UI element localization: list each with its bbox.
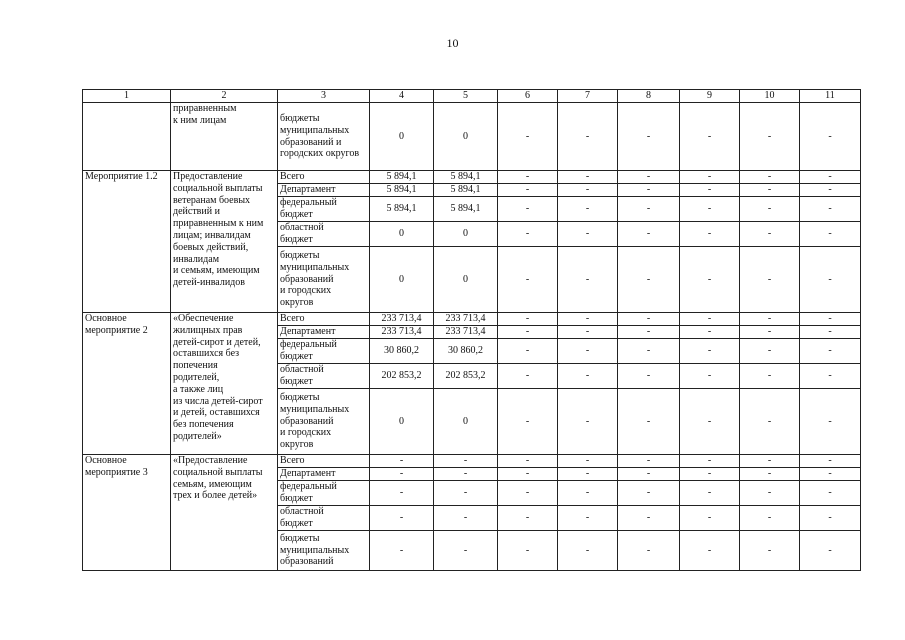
source-line: образований и	[280, 136, 342, 148]
table-row	[83, 171, 861, 184]
header-cell: 10	[740, 90, 800, 103]
dash-cell: -	[618, 531, 680, 571]
dash-cell: -	[558, 481, 618, 506]
dash-cell: -	[800, 184, 861, 197]
funding-source-cell	[278, 481, 370, 506]
title-line: из числа детей-сирот	[173, 395, 263, 407]
funding-source-cell	[278, 184, 370, 197]
dash-cell: -	[618, 364, 680, 389]
value-cell: -	[370, 468, 434, 481]
dash-cell: -	[558, 184, 618, 197]
dash-cell: -	[558, 222, 618, 247]
dash-cell: -	[498, 364, 558, 389]
budget-table	[82, 89, 861, 571]
value-cell: -	[434, 481, 498, 506]
funding-source-cell	[278, 313, 370, 326]
dash-cell: -	[740, 506, 800, 531]
dash-cell: -	[680, 389, 740, 455]
dash-cell: -	[618, 468, 680, 481]
dash-cell: -	[740, 197, 800, 222]
table-row	[83, 313, 861, 326]
dash-cell: -	[800, 455, 861, 468]
measure-line: мероприятие 3	[85, 466, 148, 478]
title-line: инвалидам	[173, 253, 220, 265]
title-line: «Предоставление	[173, 455, 248, 466]
source-line: городских округов	[280, 148, 360, 160]
funding-source-cell	[278, 506, 370, 531]
dash-cell: -	[680, 481, 740, 506]
title-line: приравненным к ним	[173, 218, 264, 230]
page-number: 10	[446, 36, 459, 50]
source-line: бюджеты	[280, 392, 320, 403]
measure-line: Основное	[85, 455, 127, 466]
measure-cell	[83, 103, 171, 171]
dash-cell: -	[800, 171, 861, 184]
dash-cell: -	[680, 531, 740, 571]
funding-source-cell	[278, 364, 370, 389]
source-line: образований	[280, 273, 334, 285]
dash-cell: -	[680, 171, 740, 184]
title-line: детей-сирот и детей,	[173, 336, 261, 348]
table-row	[83, 455, 861, 468]
source-line: муниципальных	[280, 403, 350, 415]
dash-cell: -	[800, 389, 861, 455]
dash-cell: -	[740, 184, 800, 197]
title-line: и семьям, имеющим	[173, 265, 260, 277]
title-line: без попечения	[173, 419, 234, 431]
dash-cell: -	[740, 171, 800, 184]
dash-cell: -	[800, 506, 861, 531]
source-line: бюджет	[280, 493, 313, 504]
title-line: а также лиц	[173, 383, 224, 395]
dash-cell: -	[498, 468, 558, 481]
title-line: родителей»	[173, 430, 222, 442]
dash-cell: -	[618, 247, 680, 313]
dash-cell: -	[800, 313, 861, 326]
value-cell: 233 713,4	[370, 313, 434, 326]
dash-cell: -	[558, 364, 618, 389]
value-cell: 0	[370, 103, 434, 171]
dash-cell: -	[498, 481, 558, 506]
title-line: родителей,	[173, 371, 220, 383]
header-cell: 4	[370, 90, 434, 103]
dash-cell: -	[800, 364, 861, 389]
funding-source-cell	[278, 222, 370, 247]
source-line: Департамент	[280, 468, 336, 480]
dash-cell: -	[618, 222, 680, 247]
dash-cell: -	[618, 326, 680, 339]
source-line: муниципальных	[280, 544, 350, 556]
dash-cell: -	[558, 531, 618, 571]
dash-cell: -	[680, 468, 740, 481]
source-line: Всего	[280, 455, 305, 467]
dash-cell: -	[800, 222, 861, 247]
source-line: округов	[280, 439, 314, 451]
dash-cell: -	[680, 326, 740, 339]
header-cell: 8	[618, 90, 680, 103]
source-line: бюджет	[280, 234, 313, 245]
funding-source-cell	[278, 326, 370, 339]
funding-source-cell	[278, 103, 370, 171]
dash-cell: -	[498, 222, 558, 247]
measure-line: Основное	[85, 313, 127, 324]
dash-cell: -	[618, 455, 680, 468]
source-line: федеральный	[280, 339, 337, 351]
source-line: муниципальных	[280, 124, 350, 136]
title-line: действий и	[173, 206, 220, 218]
value-cell: 5 894,1	[434, 171, 498, 184]
header-cell: 9	[680, 90, 740, 103]
source-line: бюджеты	[280, 112, 320, 124]
funding-source-cell	[278, 531, 370, 571]
title-line: попечения	[173, 360, 218, 372]
source-line: и городских	[280, 285, 332, 297]
value-cell: -	[434, 506, 498, 531]
source-line: бюджет	[280, 376, 313, 387]
dash-cell: -	[680, 364, 740, 389]
title-line: детей-инвалидов	[173, 277, 245, 289]
value-cell: -	[370, 481, 434, 506]
source-line: Департамент	[280, 184, 336, 196]
dash-cell: -	[618, 184, 680, 197]
dash-cell: -	[740, 481, 800, 506]
value-cell: 0	[370, 222, 434, 247]
value-cell: 5 894,1	[370, 184, 434, 197]
dash-cell: -	[558, 326, 618, 339]
dash-cell: -	[558, 247, 618, 313]
measure-title-cell	[171, 455, 278, 571]
source-line: муниципальных	[280, 261, 350, 273]
value-cell: 30 860,2	[434, 339, 498, 364]
dash-cell: -	[498, 339, 558, 364]
dash-cell: -	[740, 222, 800, 247]
dash-cell: -	[618, 313, 680, 326]
title-line: социальной выплаты	[173, 182, 263, 194]
dash-cell: -	[740, 531, 800, 571]
title-line: Предоставление	[173, 171, 243, 182]
title-line: трех и более детей»	[173, 490, 258, 502]
dash-cell: -	[498, 197, 558, 222]
source-line: бюджеты	[280, 250, 320, 261]
dash-cell: -	[618, 171, 680, 184]
title-line: семьям, имеющим	[173, 478, 252, 490]
value-cell: 233 713,4	[370, 326, 434, 339]
source-line: областной	[280, 506, 324, 518]
header-cell: 3	[278, 90, 370, 103]
dash-cell: -	[740, 313, 800, 326]
dash-cell: -	[800, 197, 861, 222]
funding-source-cell	[278, 247, 370, 313]
value-cell: -	[434, 468, 498, 481]
dash-cell: -	[498, 313, 558, 326]
dash-cell: -	[558, 506, 618, 531]
dash-cell: -	[680, 339, 740, 364]
source-line: и городских	[280, 427, 332, 439]
dash-cell: -	[498, 247, 558, 313]
value-cell: 0	[434, 222, 498, 247]
value-cell: -	[434, 455, 498, 468]
dash-cell: -	[680, 184, 740, 197]
title-line: «Обеспечение	[173, 313, 234, 324]
measure-cell	[83, 313, 171, 455]
dash-cell: -	[618, 506, 680, 531]
dash-cell: -	[680, 247, 740, 313]
title-line: и детей, оставшихся	[173, 407, 260, 419]
dash-cell: -	[800, 481, 861, 506]
value-cell: -	[370, 506, 434, 531]
source-line: бюджет	[280, 518, 313, 529]
value-cell: -	[370, 455, 434, 468]
measure-cell: Мероприятие 1.2	[83, 171, 171, 313]
source-line: федеральный	[280, 481, 337, 493]
dash-cell: -	[618, 389, 680, 455]
source-line: федеральный	[280, 197, 337, 209]
title-line: жилищных прав	[173, 324, 243, 336]
value-cell: 0	[370, 247, 434, 313]
value-cell: 0	[370, 389, 434, 455]
funding-source-cell	[278, 171, 370, 184]
dash-cell: -	[498, 455, 558, 468]
title-line: ветеранам боевых	[173, 194, 251, 206]
dash-cell: -	[800, 326, 861, 339]
header-row	[83, 90, 861, 103]
dash-cell: -	[800, 339, 861, 364]
source-line: бюджет	[280, 209, 313, 220]
measure-title-cell	[171, 313, 278, 455]
dash-cell: -	[680, 506, 740, 531]
value-cell: 0	[434, 247, 498, 313]
source-line: округов	[280, 297, 314, 309]
value-cell: 5 894,1	[370, 197, 434, 222]
source-line: образований	[280, 415, 334, 427]
title-line: социальной выплаты	[173, 466, 263, 478]
value-cell: 5 894,1	[370, 171, 434, 184]
measure-title-cell	[171, 103, 278, 171]
dash-cell: -	[680, 455, 740, 468]
value-cell: -	[434, 531, 498, 571]
source-line: Всего	[280, 313, 305, 325]
measure-cell	[83, 455, 171, 571]
title-line: оставшихся без	[173, 348, 240, 360]
dash-cell: -	[618, 197, 680, 222]
dash-cell: -	[558, 455, 618, 468]
table-row	[83, 103, 861, 171]
funding-source-cell	[278, 389, 370, 455]
dash-cell: -	[800, 468, 861, 481]
dash-cell: -	[800, 247, 861, 313]
dash-cell: -	[740, 364, 800, 389]
dash-cell: -	[498, 171, 558, 184]
funding-source-cell	[278, 468, 370, 481]
dash-cell: -	[558, 103, 618, 171]
value-cell: 233 713,4	[434, 326, 498, 339]
header-cell: 1	[83, 90, 171, 103]
header-cell: 11	[800, 90, 861, 103]
funding-source-cell	[278, 455, 370, 468]
dash-cell: -	[618, 103, 680, 171]
value-cell: 0	[434, 389, 498, 455]
dash-cell: -	[498, 103, 558, 171]
source-line: бюджеты	[280, 532, 320, 544]
value-cell: 5 894,1	[434, 197, 498, 222]
measure-line: мероприятие 2	[85, 324, 148, 336]
dash-cell: -	[740, 389, 800, 455]
dash-cell: -	[680, 313, 740, 326]
title-line: приравненным	[173, 103, 237, 114]
title-line: лицам; инвалидам	[173, 229, 251, 241]
dash-cell: -	[558, 197, 618, 222]
dash-cell: -	[800, 103, 861, 171]
dash-cell: -	[558, 389, 618, 455]
dash-cell: -	[498, 326, 558, 339]
header-cell: 6	[498, 90, 558, 103]
value-cell: 30 860,2	[370, 339, 434, 364]
dash-cell: -	[498, 506, 558, 531]
dash-cell: -	[618, 481, 680, 506]
header-cell: 2	[171, 90, 278, 103]
dash-cell: -	[740, 247, 800, 313]
dash-cell: -	[558, 313, 618, 326]
dash-cell: -	[558, 468, 618, 481]
dash-cell: -	[800, 531, 861, 571]
dash-cell: -	[558, 339, 618, 364]
measure-title-cell	[171, 171, 278, 313]
value-cell: 233 713,4	[434, 313, 498, 326]
source-line: Всего	[280, 171, 305, 183]
dash-cell: -	[498, 389, 558, 455]
dash-cell: -	[680, 197, 740, 222]
dash-cell: -	[740, 326, 800, 339]
dash-cell: -	[618, 339, 680, 364]
value-cell: 5 894,1	[434, 184, 498, 197]
dash-cell: -	[558, 171, 618, 184]
dash-cell: -	[498, 184, 558, 197]
dash-cell: -	[680, 222, 740, 247]
funding-source-cell	[278, 339, 370, 364]
value-cell: 202 853,2	[370, 364, 434, 389]
value-cell: 202 853,2	[434, 364, 498, 389]
source-line: областной	[280, 364, 324, 376]
source-line: бюджет	[280, 351, 313, 362]
dash-cell: -	[498, 531, 558, 571]
funding-source-cell	[278, 197, 370, 222]
source-line: Департамент	[280, 326, 336, 338]
dash-cell: -	[740, 468, 800, 481]
value-cell: 0	[434, 103, 498, 171]
title-line: боевых действий,	[173, 241, 249, 253]
dash-cell: -	[680, 103, 740, 171]
source-line: областной	[280, 222, 324, 234]
header-cell: 7	[558, 90, 618, 103]
title-line: к ним лицам	[173, 114, 227, 126]
value-cell: -	[370, 531, 434, 571]
dash-cell: -	[740, 339, 800, 364]
source-line: образований	[280, 556, 334, 568]
dash-cell: -	[740, 103, 800, 171]
dash-cell: -	[740, 455, 800, 468]
header-cell: 5	[434, 90, 498, 103]
